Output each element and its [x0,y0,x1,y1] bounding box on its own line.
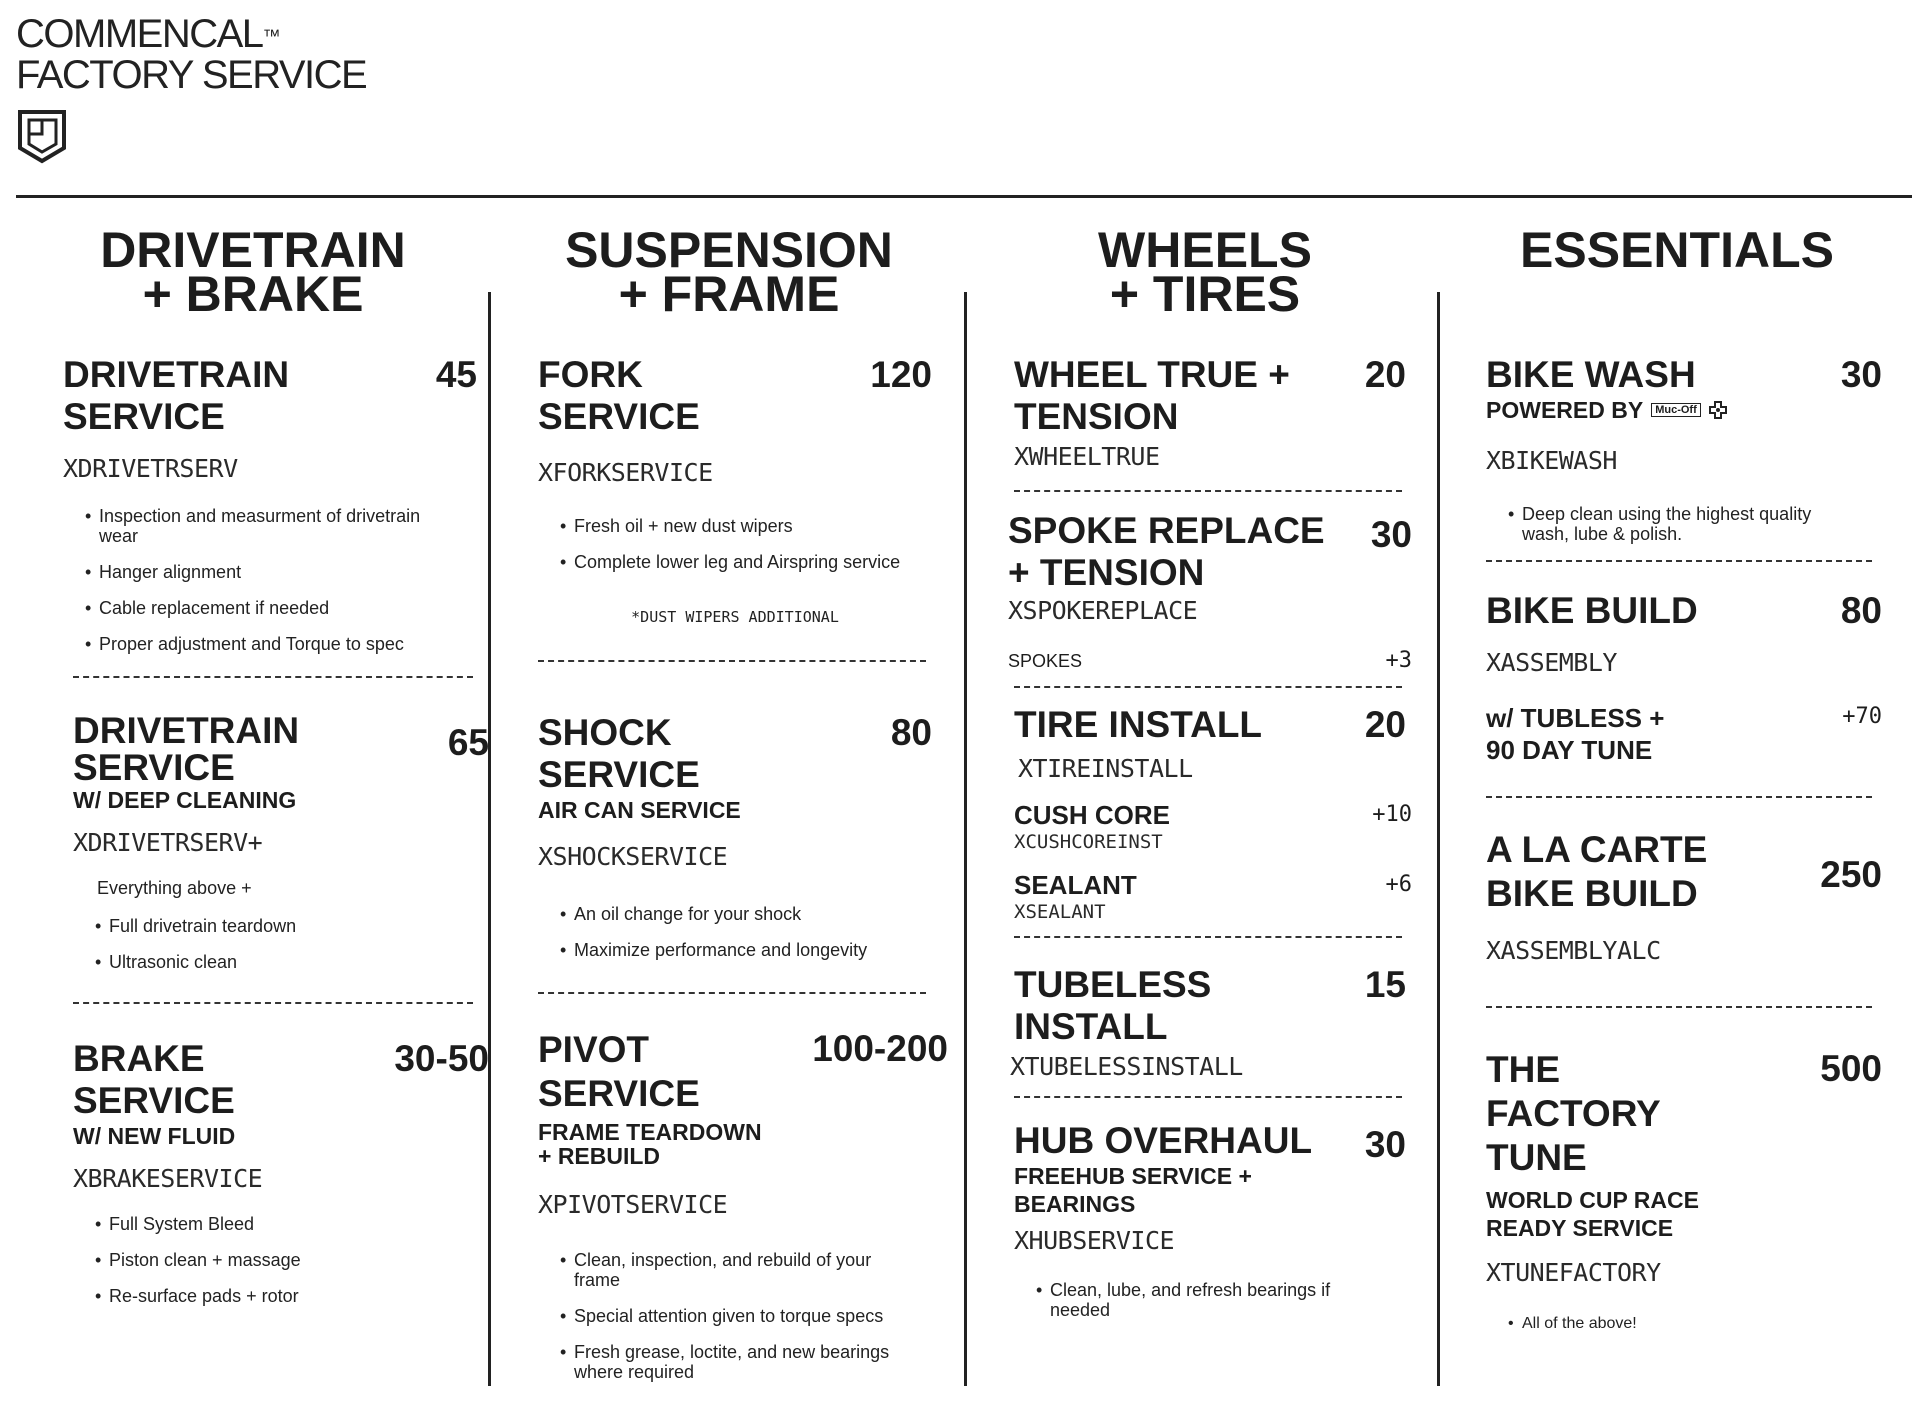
header-rule [16,195,1912,198]
service-price: 100-200 [812,1028,948,1069]
bullet-list [95,1214,479,1306]
service-item [63,710,489,972]
service-name: DRIVETRAIN SERVICE [63,354,290,437]
service-sku: XTUNEFACTORY [1486,1258,1661,1287]
service-price: 45 [435,354,477,395]
brand-line-1: COMMENCAL [16,12,263,56]
service-name: SHOCK SERVICE [538,712,700,795]
column-divider [488,292,491,1386]
addon-name: w/ TUBLESS + 90 DAY TUNE [1486,703,1665,765]
bullet-item: • Fresh grease, loctite, and new bearings where required [560,1342,932,1382]
service-price: 30 [1840,354,1882,395]
bullet-list [85,506,479,654]
column-title-line: + BRAKE [142,266,364,322]
bullet-item: • Re-surface pads + rotor [95,1286,479,1306]
bullet-list [1036,1280,1352,1320]
service-name: A LA CARTE BIKE BUILD [1486,829,1708,914]
muc-off-cross-icon [1709,401,1727,419]
column-title [1444,222,1910,278]
powered-by [1486,396,1882,424]
column-title [20,222,486,322]
addon-price: +10 [1372,802,1412,827]
bullet-item: • Clean, inspection, and rebuild of your frame [560,1250,932,1290]
dashed-separator [1014,1096,1402,1098]
service-subtitle: AIR CAN SERVICE [538,797,741,823]
bullet-item: • Complete lower leg and Airspring service [560,552,932,572]
column-title-line: + FRAME [618,266,840,322]
service-sku: XDRIVETRSERV [63,454,238,483]
bullet-item: • An oil change for your shock [560,904,932,924]
dashed-separator [73,1002,473,1004]
trademark: ™ [262,26,281,46]
service-price: 20 [1364,704,1406,745]
service-footnote: *DUST WIPERS ADDITIONAL [631,608,839,626]
dashed-separator [1486,560,1872,562]
column-title [972,222,1438,322]
brand-header [16,14,366,164]
service-item [1486,828,1882,966]
service-name: BIKE WASH [1486,354,1696,395]
service-item [538,354,932,626]
bullet-item: • Cable replacement if needed [85,598,479,618]
dashed-separator [538,660,926,662]
addon-item [1008,650,1412,672]
service-subtitle: W/ DEEP CLEANING [73,787,297,813]
muc-off-logo: Muc-Off [1651,403,1701,417]
service-subtitle: W/ NEW FLUID [73,1123,236,1149]
dashed-separator [1014,936,1402,938]
service-name: HUB OVERHAUL [1014,1120,1313,1161]
service-item [1486,590,1882,766]
brand-line-2: FACTORY SERVICE [16,53,367,97]
column-divider [964,292,967,1386]
service-sku: XSPOKEREPLACE [1008,596,1198,625]
service-name: SPOKE REPLACE + TENSION [1008,510,1325,593]
bullet-list [95,916,479,972]
bullet-item: • Inspection and measurment of drivetrain wear [85,506,479,546]
column-drivetrain-brake [20,222,489,1322]
shield-logo-icon [16,108,68,164]
bullet-item: • Fresh oil + new dust wipers [560,516,932,536]
service-name: TIRE INSTALL [1014,704,1263,745]
service-price: 80 [890,712,932,753]
addon-price: +70 [1842,704,1882,729]
bullet-item: • Special attention given to torque specs [560,1306,932,1326]
bullet-item: • Maximize performance and longevity [560,940,932,960]
addon-name: SEALANT [1014,870,1137,900]
service-item [1008,510,1412,672]
service-item [63,354,479,654]
service-sku: XTUBELESSINSTALL [1010,1052,1243,1081]
bullet-item: • Full System Bleed [95,1214,479,1234]
service-price: 30 [1364,1124,1406,1165]
bullet-list [560,1250,932,1382]
service-sku: XHUBSERVICE [1014,1226,1175,1255]
service-note: Everything above + [97,878,252,898]
service-price: 30 [1370,514,1412,555]
service-sku: XASSEMBLY [1486,648,1617,677]
addon-name: CUSH CORE [1014,800,1171,830]
service-item [1014,354,1412,472]
addon-price: +3 [1385,648,1412,673]
service-sku: XASSEMBLYALC [1486,936,1661,965]
bullet-list [1508,1314,1882,1334]
service-subtitle: WORLD CUP RACE READY SERVICE [1486,1187,1699,1241]
dashed-separator [1014,686,1402,688]
column-suspension-frame [496,222,962,1398]
bullet-item: • Proper adjustment and Torque to spec [85,634,479,654]
service-sku: XBIKEWASH [1486,446,1617,475]
addon-sku: XCUSHCOREINST [1014,831,1163,853]
service-item [1486,354,1882,544]
service-item [1014,1120,1412,1320]
service-name: TUBELESS INSTALL [1014,964,1212,1047]
service-price: 30-50 [394,1038,489,1079]
column-title-line: DRIVETRAIN [100,222,406,278]
bullet-list [1508,504,1852,544]
service-price: 65 [447,722,489,763]
service-item [1014,704,1412,924]
column-title-line: SUSPENSION [565,222,893,278]
addon-item [1014,800,1412,854]
service-price: 15 [1364,964,1406,1005]
service-item [1486,1048,1882,1334]
dashed-separator [1014,490,1402,492]
service-price: 80 [1840,590,1882,631]
service-sku: XDRIVETRSERV+ [73,828,263,857]
addon-item [1014,870,1412,924]
service-item [538,712,932,960]
service-subtitle: FREEHUB SERVICE + BEARINGS [1014,1163,1252,1217]
service-price: 500 [1820,1048,1882,1089]
bullet-item: • Hanger alignment [85,562,479,582]
service-name: DRIVETRAIN SERVICE [73,710,300,788]
service-name: BRAKE SERVICE [73,1038,235,1121]
service-sku: XSHOCKSERVICE [538,842,728,871]
dashed-separator [73,676,473,678]
service-subtitle: FRAME TEARDOWN + REBUILD [538,1119,762,1169]
bullet-item: • Piston clean + massage [95,1250,479,1270]
service-sku: XFORKSERVICE [538,458,713,487]
addon-sku: XSEALANT [1014,901,1106,923]
service-item [538,1028,948,1382]
service-name: THE FACTORY TUNE [1486,1049,1661,1178]
column-essentials [1444,222,1910,1350]
bullet-item: • All of the above! [1508,1314,1882,1334]
addon-name: SPOKES [1008,651,1083,671]
addon-price: +6 [1385,872,1412,897]
service-sku: XTIREINSTALL [1018,754,1193,783]
service-sku: XWHEELTRUE [1014,442,1160,471]
service-price: 120 [870,354,932,395]
service-name: FORK SERVICE [538,354,700,437]
service-sku: XBRAKESERVICE [73,1164,263,1193]
service-price: 250 [1820,854,1882,895]
column-title [496,222,962,322]
column-title-line: ESSENTIALS [1520,222,1834,278]
service-price: 20 [1364,354,1406,395]
dashed-separator [1486,1006,1872,1008]
brand-name [16,14,366,96]
bullet-item: • Ultrasonic clean [95,952,479,972]
bullet-item: • Clean, lube, and refresh bearings if needed [1036,1280,1352,1320]
bullet-item: • Deep clean using the highest quality wash, lube & polish. [1508,504,1852,544]
service-name: BIKE BUILD [1486,590,1698,631]
service-item [1010,964,1412,1082]
dashed-separator [538,992,926,994]
bullet-item: • Full drivetrain teardown [95,916,479,936]
column-title-line: WHEELS [1098,222,1312,278]
powered-by-label: POWERED BY [1486,397,1644,423]
service-sku: XPIVOTSERVICE [538,1190,728,1219]
addon-item [1486,702,1882,766]
service-name: PIVOT SERVICE [538,1029,700,1114]
bullet-list [560,516,932,572]
dashed-separator [1486,796,1872,798]
column-title-line: + TIRES [1109,266,1301,322]
bullet-list [560,904,932,960]
column-wheels-tires [972,222,1438,1336]
service-item [63,1038,489,1306]
service-name: WHEEL TRUE + TENSION [1014,354,1290,437]
